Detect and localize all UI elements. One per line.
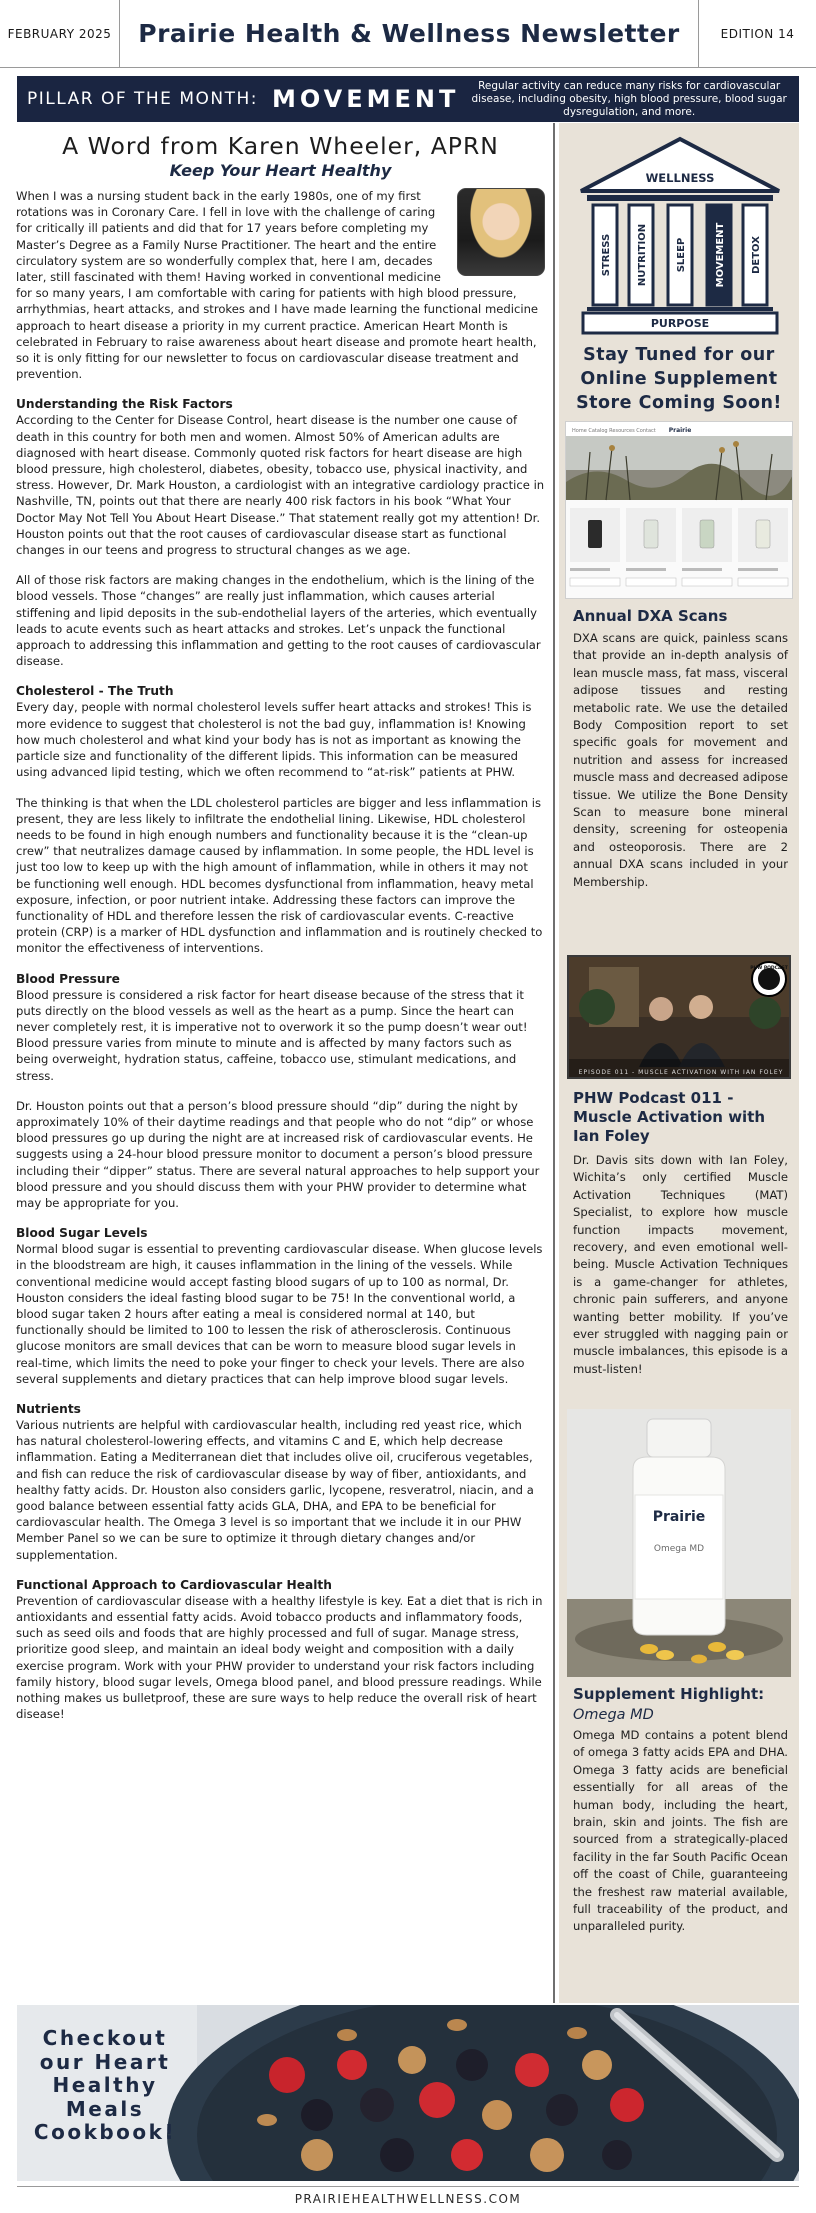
article-intro: When I was a nursing student back in the early 1980s, one of my first rotations was in Coronary Care. I fell in love with the challenge of caring for critically ill patients and did that for 17 years before completing my Master’s Degree as a Family Nurse Practitioner. The heart and the entire circulatory system are so wonderfully complex that, here I am, decades later, still fascinated with them! Having worked in conventional medicine for so many years, I am comfortable with caring for patients with high blood pressure, arrhythmias, heart attacks, and strokes and I have made learning the functional medicine approach to heart disease a priority in my current practice. American Heart Month is celebrated in February to raise awareness about heart disease and promote heart health, so it is only fitting for our newsletter to focus on cardiovascular disease treatment and prevention. — [16, 189, 539, 382]
store-preview-image — [565, 421, 793, 599]
pillar-label: PILLAR OF THE MONTH: — [27, 89, 258, 109]
section-heading: Nutrients — [16, 1402, 81, 1416]
omega-md-product-image — [567, 1409, 791, 1677]
pillar-label: NUTRITION — [637, 223, 648, 287]
article-subtitle: Keep Your Heart Healthy — [169, 161, 392, 180]
podcast-badge: PHW PODCAST — [750, 966, 788, 971]
supplement-section — [573, 1685, 788, 1936]
section-paragraph: According to the Center for Disease Control, heart disease is the number one cause of death in this country for both men and women. Almost 50% of American adults are diagnosed with heart disease. Commonly quoted risk factors for heart disease are high blood pressure, high cholesterol, diabetes, obesity, tobacco use, physical inactivity, and stress. However, Dr. Mark Houston, a cardiologist with an integrative cardiology practice in Nashville, TN, points out that there are nearly 400 risk factors in his book “What Your Doctor May Not Tell You About Heart Disease.” That statement really got my attention! Dr. Houston points out that the root causes of cardiovascular disease start as functional changes in our teens and progress to structural changes as we age. — [16, 413, 545, 558]
section-paragraph: Various nutrients are helpful with cardiovascular health, including red yeast rice, which has natural cholesterol-lowering effects, and vitamins C and E, which help decrease inflammation. Eating a Mediterranean diet that includes olive oil, cruciferous vegetables, and fish can reduce the risk of cardiovascular disease by way of fiber, antioxidants, and healthy fatty acids. Dr. Houston also considers garlic, lycopene, resveratrol, niacin, and a good balance between essential fatty acids GLA, DHA, and EPA to be beneficial for cardiovascular health. The Omega 3 level is so important that we include it in our PHW Member Panel so we can be sure to optimize it through dietary changes and/or supplementation. — [16, 1418, 534, 1562]
column-divider — [553, 123, 555, 2003]
section-heading: Blood Sugar Levels — [16, 1226, 148, 1241]
section-paragraph: Every day, people with normal cholesterol levels suffer heart attacks and strokes! This is more evidence to suggest that cholesterol is not the bad guy, inflammation is! Knowing how much cholesterol and what kind your body has is not as important as knowing the particle size and functionality of the different lipids. This information can be measured using advanced lipid testing, which we often recommend to “at-risk” patients at PHW. — [16, 700, 532, 780]
pillar-nutrition — [629, 205, 653, 305]
supplement-heading: Supplement Highlight: — [573, 1685, 765, 1703]
newsletter-header — [0, 0, 816, 68]
podcast-body: Dr. Davis sits down with Ian Foley, Wichita’s only certified Muscle Activation Techniques (MAT) Specialist, to explore how muscle function impacts movement, recovery, and even emotional well-being. Muscle Activation Techniques is a game-changer for athletes, chronic pain sufferers, and anyone wanting better mobility. If you’ve ever struggled with nagging pain or muscle imbalances, this episode is a must-listen! — [573, 1153, 788, 1376]
section-paragraph: All of those risk factors are making changes in the endothelium, which is the lining of the blood vessels. Those “changes” are really just inflammation, which causes arterial stiffening and lipid deposits in the sub-endothelial layers of the arteries, which eventually leads to acute events such as heart attacks and strokes. Let’s unpack the functional approach to addressing this inflammation and getting to the root causes of cardiovascular disease. — [16, 573, 541, 669]
section-functional-approach — [16, 1577, 545, 1723]
store-preview-graphic — [566, 422, 793, 599]
footer-divider — [17, 2186, 799, 2187]
podcast-thumbnail-graphic — [569, 957, 791, 1079]
podcast-heading: PHW Podcast 011 - Muscle Activation with Ian Foley — [573, 1089, 766, 1145]
issue-date: FEBRUARY 2025 — [0, 0, 120, 67]
supplement-body: Omega MD contains a potent blend of omega 3 fatty acids EPA and DHA. Omega 3 fatty acids are beneficial essentially for all areas of the human body, including the heart, brain, skin and joints. The fish are sourced from a strategically-placed facility in the far South Pacific Ocean off the coast of Chile, guaranteeing the freshest raw material available, full traceability of the product, and unparalleled purity. — [573, 1728, 788, 1934]
section-paragraph: Normal blood sugar is essential to preventing cardiovascular disease. When glucose levels in the bloodstream are high, it causes inflammation in the lining of the vessels. While conventional medicine would accept fasting blood sugars of up to 100 as normal, Dr. Houston considers the ideal fasting blood sugar to be 75! In the conventional world, a blood sugar taken 2 hours after eating a meal is considered normal at 140, but functionally should be limited to 100 to lessen the risk of atherosclerosis. Continuous glucose monitors are small devices that can be worn to measure blood sugar levels in real-time, which limits the need to poke your finger to check your levels. There are also several supplements and dietary practices that can help improve blood sugar levels. — [16, 1242, 543, 1386]
podcast-thumbnail[interactable] — [567, 955, 791, 1079]
section-paragraph: Blood pressure is considered a risk factor for heart disease because of the stress that it puts directly on the blood vessels as well as the heart as a pump. Since the heart can never completely rest, it is imperative not to overwork it so the pump doesn’t wear out! Blood pressure varies from minute to minute and is affected by many factors such as being overweight, hydration status, caffeine, tobacco use, stimulant medications, and stress. — [16, 987, 528, 1083]
pillar-value: MOVEMENT — [271, 85, 460, 113]
podcast-section — [573, 1089, 788, 1378]
section-nutrients — [16, 1401, 545, 1563]
pillar-sleep — [668, 205, 692, 305]
dxa-section — [573, 607, 788, 891]
section-paragraph: The thinking is that when the LDL cholesterol particles are bigger and less inflammation is present, they are less likely to infiltrate the endothelial lining. Likewise, HDL cholesterol needs to be found in high enough numbers and functionality because it is the “clean-up crew” that neutralizes damage caused by inflammation. In some people, the HDL level is just too low to keep up with the high amount of inflammation, while in others it may not be functioning well enough. HDL becomes dysfunctional from inflammation, heavy metal exposure, infection, or poor nutrient intake. Addressing these factors can improve the functionality of HDL and therefore lessen the risk of cardiovascular events. C-reactive protein (CRP) is a marker of HDL dysfunction and inflammation and is routinely checked to monitor the effectiveness of interventions. — [16, 795, 543, 956]
pillar-of-month-banner — [17, 76, 799, 122]
pillar-note: Regular activity can reduce many risks for cardiovascular disease, including obesity, high blood pressure, blood sugar dysregulation, and more. — [471, 79, 787, 118]
main-article — [16, 128, 545, 1996]
supplement-product-name: Omega MD — [573, 1707, 654, 1723]
newsletter-title: Prairie Health & Wellness Newsletter — [138, 19, 680, 48]
website-url[interactable]: PRAIRIEHEALTHWELLNESS.COM — [294, 2192, 522, 2206]
dxa-body: DXA scans are quick, painless scans that provide an in-depth analysis of lean muscle mass, fat mass, visceral adipose tissues and resting metabolic rate. We use the detailed Body Composition report to set specific goals for movement and nutrition and assess for increased muscle mass and decreased adipose tissue. We utilize the Bone Density Scan to measure bone mineral density, screening for osteopenia and osteoporosis. There are 2 annual DXA scans included in your Membership. — [573, 631, 788, 889]
section-cholesterol — [16, 683, 545, 956]
article-title: A Word from Karen Wheeler, APRN — [62, 132, 499, 160]
pillar-columns — [593, 205, 767, 305]
pillar-movement — [707, 205, 731, 305]
section-blood-pressure — [16, 971, 545, 1212]
pillar-stress — [593, 205, 617, 305]
section-heading: Cholesterol - The Truth — [16, 684, 174, 699]
section-risk-factors — [16, 396, 545, 669]
wellness-pillars-diagram — [571, 135, 789, 335]
pillar-label: STRESS — [601, 233, 612, 277]
section-blood-sugar — [16, 1225, 545, 1387]
bottle-product-name: Omega MD — [653, 1544, 705, 1554]
dxa-heading: Annual DXA Scans — [573, 607, 728, 625]
pillar-label: MOVEMENT — [715, 222, 726, 288]
pillar-label: DETOX — [751, 236, 762, 274]
wellness-label: WELLNESS — [645, 171, 715, 185]
store-coming-soon-heading: Stay Tuned for our Online Supplement Store Coming Soon! — [576, 345, 782, 413]
store-preview-nav: Home Catalog Resources Contact — [572, 428, 656, 434]
sidebar — [559, 123, 799, 2003]
pillar-detox — [743, 205, 767, 305]
section-heading: Understanding the Risk Factors — [16, 397, 233, 412]
omega-md-bottle-graphic — [567, 1409, 791, 1677]
podcast-image-caption: EPISODE 011 - MUSCLE ACTIVATION WITH IAN FOLEY — [578, 1069, 784, 1076]
bottle-brand: Prairie — [652, 1509, 706, 1525]
purpose-label: PURPOSE — [650, 317, 710, 330]
author-portrait — [457, 188, 545, 276]
section-heading: Functional Approach to Cardiovascular Health — [16, 1577, 332, 1592]
section-paragraph: Prevention of cardiovascular disease with a healthy lifestyle is key. Eat a diet that is rich in antioxidants and essential fatty acids. Avoid tobacco products and inflammatory foods, such as seed oils and foods that are highly processed and full of sugar. Manage stress, prioritize good sleep, and maintain an ideal body weight and composition with a daily exercise program. Work with your PHW provider to understand your risk factors including family history, blood sugar levels, Omega blood panel, and blood pressure readings. While nothing makes us bulletproof, these are sure ways to help reduce the overall risk of heart disease! — [16, 1593, 543, 1722]
store-preview-brand: Prairie — [668, 427, 692, 434]
cookbook-link-text[interactable]: Checkout our Heart Healthy Meals Cookbook! — [33, 2026, 177, 2144]
section-heading: Blood Pressure — [16, 971, 120, 986]
section-paragraph: Dr. Houston points out that a person’s blood pressure should “dip” during the night by approximately 10% of their daytime readings and that people who do not “dip” or whose blood pressures go up during the night are at increased risk of cardiovascular events. He suggests using a 24-hour blood pressure monitor to document a person’s blood pressure including their “dipper” status. There are several natural approaches to help support your blood pressure and you should discuss them with your PHW provider to determine what may be appropriate for you. — [16, 1098, 540, 1210]
edition-number: EDITION 14 — [698, 0, 816, 67]
cookbook-banner[interactable] — [17, 2005, 799, 2181]
pillar-label: SLEEP — [676, 237, 687, 273]
